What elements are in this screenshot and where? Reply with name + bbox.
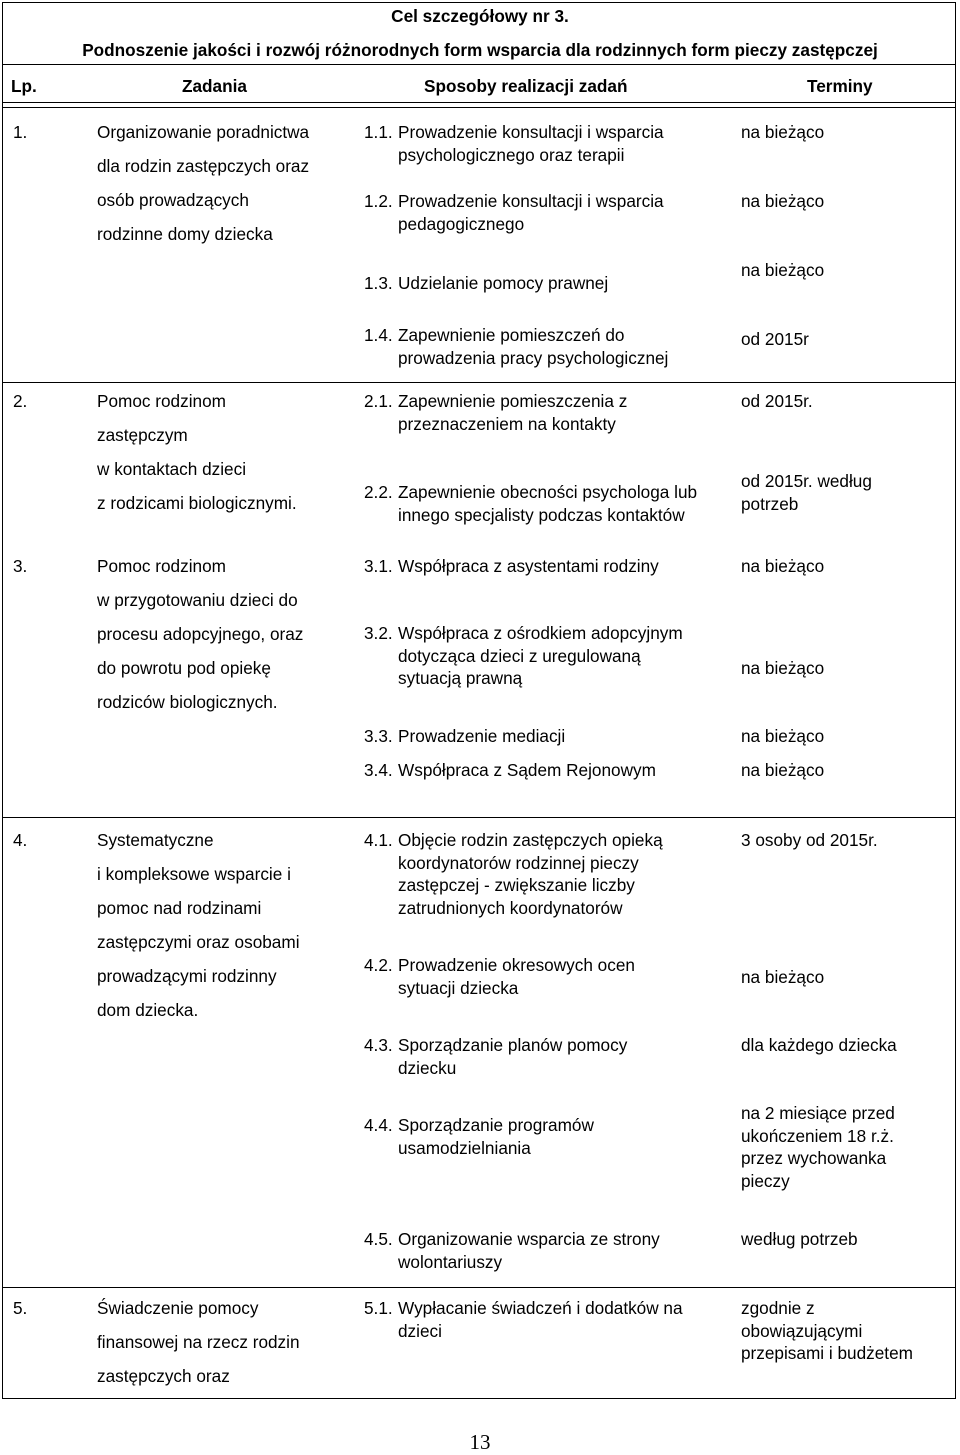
page-number: 13 <box>469 1430 491 1454</box>
task-cell <box>97 1291 300 1393</box>
method-text: Zapewnienie obecności psychologa lub innego specjalisty podczas kontaktów <box>398 482 698 525</box>
method-text: Wypłacanie świadczeń i dodatków na dzieci <box>398 1298 683 1341</box>
method-number: 2.2. <box>364 482 393 502</box>
task-line: finansowej na rzecz rodzin <box>97 1332 300 1352</box>
task-cell <box>97 384 297 520</box>
task-line: z rodzicami biologicznymi. <box>97 493 297 513</box>
method-number: 4.1. <box>364 830 393 850</box>
term-text: od 2015r <box>741 329 809 349</box>
task-line: do powrotu pod opiekę <box>97 658 271 678</box>
method-text: Zapewnienie pomieszczenia z przeznaczeniem na kontakty <box>398 391 628 434</box>
method-number: 3.3. <box>364 726 393 746</box>
method-text: Współpraca z Sądem Rejonowym <box>398 760 656 780</box>
row-number: 1. <box>13 122 28 142</box>
task-cell <box>97 115 309 251</box>
method-number: 1.3. <box>364 273 393 293</box>
task-line: zastępczych oraz <box>97 1366 230 1386</box>
term-text: na bieżąco <box>741 122 825 142</box>
term-text: na bieżąco <box>741 191 825 211</box>
task-line: osób prowadzących <box>97 190 249 210</box>
method-number: 1.2. <box>364 191 393 211</box>
method-text: Prowadzenie konsultacji i wsparcia psychologicznego oraz terapii <box>398 122 664 165</box>
method-text: Prowadzenie konsultacji i wsparcia pedagogicznego <box>398 191 664 234</box>
task-cell <box>97 823 300 1027</box>
task-line: w przygotowaniu dzieci do <box>97 590 298 610</box>
term-text: od 2015r. według potrzeb <box>741 471 872 514</box>
task-line: i kompleksowe wsparcie i <box>97 864 291 884</box>
method-number: 3.4. <box>364 760 393 780</box>
term-text: dla każdego dziecka <box>741 1035 897 1055</box>
section-title: Cel szczegółowy nr 3. <box>391 6 569 26</box>
method-text: Objęcie rodzin zastępczych opieką koordynatorów rodzinnej pieczy zastępczej - zwiększanie liczby zatrudnionych koordynatorów <box>398 830 663 919</box>
method-text: Prowadzenie mediacji <box>398 726 566 746</box>
task-line: dla rodzin zastępczych oraz <box>97 156 310 176</box>
task-line: Pomoc rodzinom <box>97 391 226 411</box>
term-text: na 2 miesiące przed ukończeniem 18 r.ż. przez wychowanka pieczy <box>741 1103 895 1192</box>
task-line: Świadczenie pomocy <box>97 1298 259 1318</box>
row-number: 5. <box>13 1298 28 1318</box>
column-header-zadania: Zadania <box>182 76 247 96</box>
method-text: Prowadzenie okresowych ocen sytuacji dziecka <box>398 955 635 998</box>
method-number: 4.2. <box>364 955 393 975</box>
term-text: na bieżąco <box>741 726 825 746</box>
task-line: Organizowanie poradnictwa <box>97 122 310 142</box>
term-text: na bieżąco <box>741 967 825 987</box>
method-text: Organizowanie wsparcia ze strony wolontariuszy <box>398 1229 660 1272</box>
task-line: procesu adopcyjnego, oraz <box>97 624 304 644</box>
column-header-terminy: Terminy <box>807 76 873 96</box>
method-number: 3.1. <box>364 556 393 576</box>
method-number: 1.1. <box>364 122 393 142</box>
method-text: Sporządzanie programów usamodzielniania <box>398 1115 594 1158</box>
method-text: Zapewnienie pomieszczeń do prowadzenia pracy psychologicznej <box>398 325 669 368</box>
column-header-sposoby: Sposoby realizacji zadań <box>424 76 628 96</box>
term-text: na bieżąco <box>741 658 825 678</box>
row-number: 3. <box>13 556 28 576</box>
row-number: 2. <box>13 391 28 411</box>
term-text: 3 osoby od 2015r. <box>741 830 878 850</box>
task-line: rodziców biologicznych. <box>97 692 278 712</box>
row-number: 4. <box>13 830 28 850</box>
task-line: Pomoc rodzinom <box>97 556 226 576</box>
task-line: pomoc nad rodzinami <box>97 898 262 918</box>
task-line: w kontaktach dzieci <box>97 459 247 479</box>
method-text: Współpraca z asystentami rodziny <box>398 556 659 576</box>
task-line: zastępczymi oraz osobami <box>97 932 300 952</box>
section-subtitle: Podnoszenie jakości i rozwój różnorodnych form wsparcia dla rodzinnych form pieczy zastępczej <box>82 40 878 60</box>
task-line: rodzinne domy dziecka <box>97 224 273 244</box>
method-text: Sporządzanie planów pomocy dziecku <box>398 1035 628 1078</box>
method-number: 1.4. <box>364 325 393 345</box>
method-number: 4.3. <box>364 1035 393 1055</box>
term-text: na bieżąco <box>741 260 825 280</box>
term-text: na bieżąco <box>741 760 825 780</box>
task-line: dom dziecka. <box>97 1000 199 1020</box>
method-number: 4.5. <box>364 1229 393 1249</box>
method-number: 3.2. <box>364 623 393 643</box>
method-number: 2.1. <box>364 391 393 411</box>
method-text: Współpraca z ośrodkiem adopcyjnym dotycząca dzieci z uregulowaną sytuacją prawną <box>398 623 683 689</box>
method-number: 5.1. <box>364 1298 393 1318</box>
method-text: Udzielanie pomocy prawnej <box>398 273 609 293</box>
term-text: według potrzeb <box>741 1229 858 1249</box>
term-text: od 2015r. <box>741 391 813 411</box>
term-text: na bieżąco <box>741 556 825 576</box>
task-line: zastępczym <box>97 425 188 445</box>
column-header-lp: Lp. <box>11 76 37 96</box>
task-line: Systematyczne <box>97 830 214 850</box>
method-number: 4.4. <box>364 1115 393 1135</box>
task-cell <box>97 549 303 719</box>
term-text: zgodnie z obowiązującymi przepisami i budżetem <box>741 1298 913 1364</box>
task-line: prowadzącymi rodzinny <box>97 966 277 986</box>
